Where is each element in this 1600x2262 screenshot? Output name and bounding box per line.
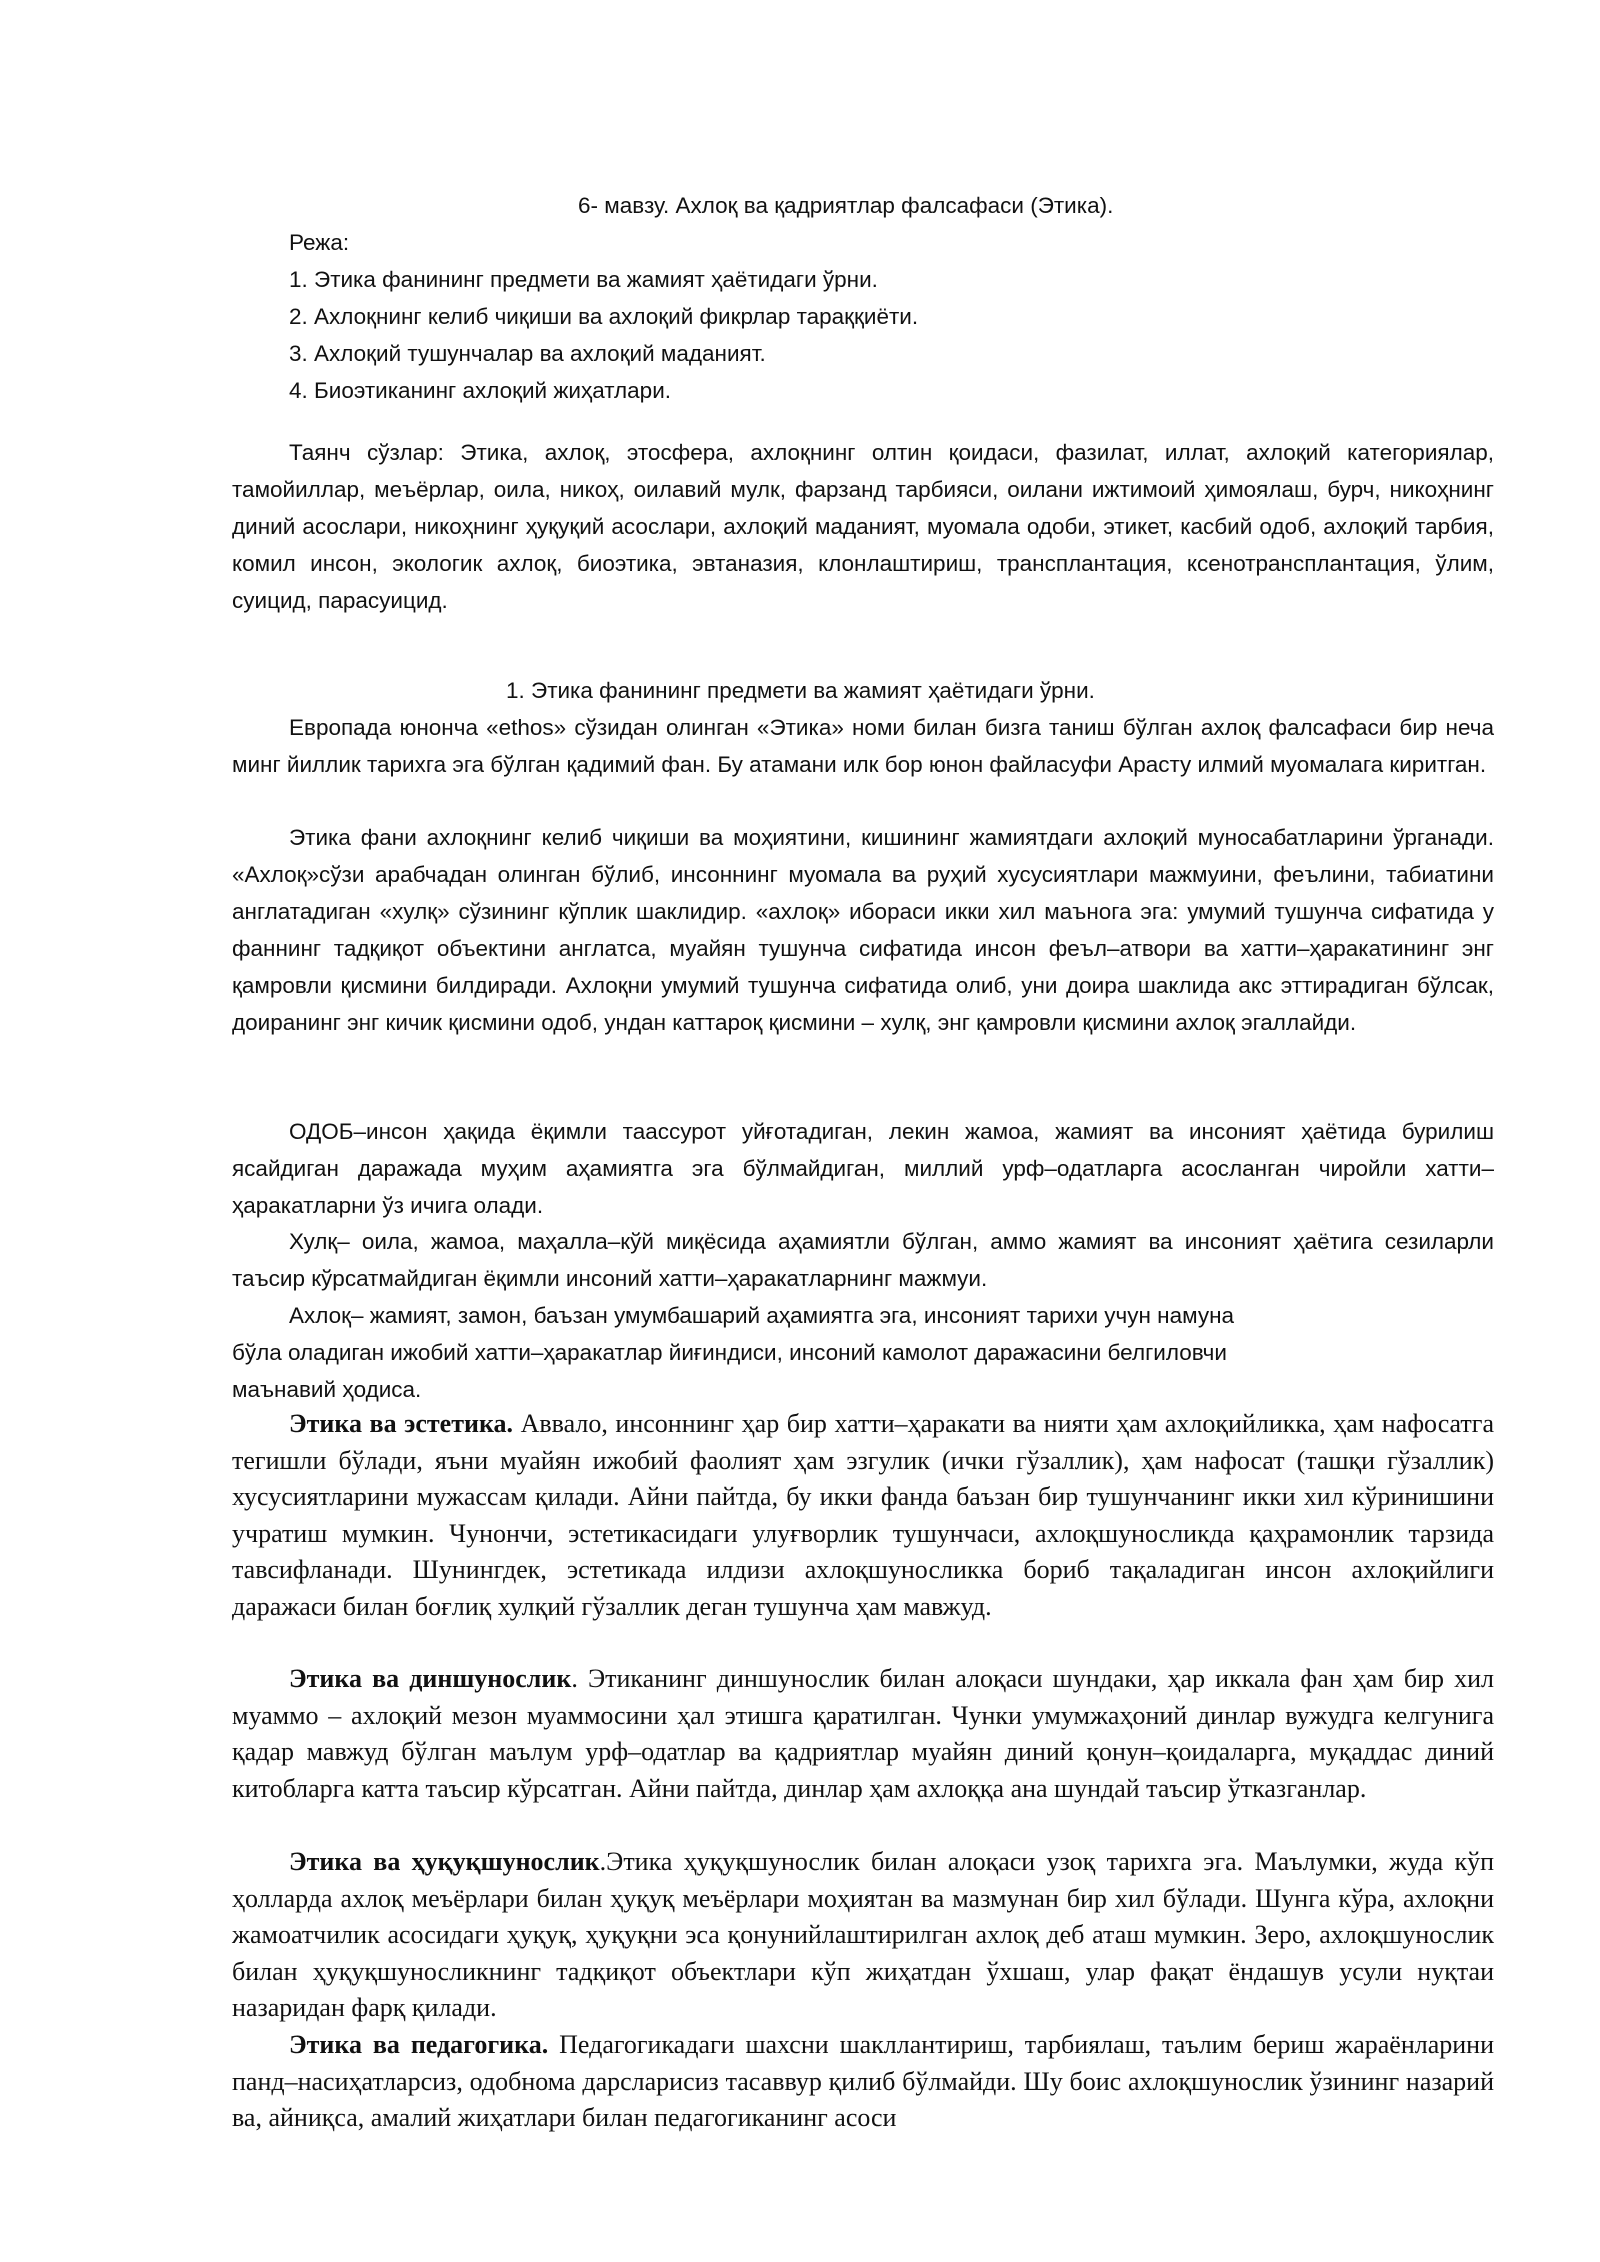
law-text: .Этика ҳуқуқшунослик билан алоқаси узоқ тарихга эга. Маълумки, жуда кўп ҳолларда ахлоқ меъёрлари билан ҳуқуқ меъёрлари моҳиятан ва мазмунан бир хил бўлади. Шунга кўра, ахлоқни жамоатчилик асосидаги ҳуқуқ, ҳуқуқни эса қонунийлаштирилган ахлоқ деб аташ мумкин. Зеро, ахлоқшунослик билан ҳуқуқшуносликнинг тадқиқот объектлари кўп жиҳатдан ўхшаш, улар фақат ёндашув усули нуқтаи назаридан фарқ қилади. — [232, 1847, 1494, 2023]
paragraph-religion — [232, 1661, 1494, 1807]
plan-label: Режа: — [289, 230, 350, 255]
plan-item: 2. Ахлоқнинг келиб чиқиши ва ахлоқий фикрлар тараққиёти. — [289, 304, 919, 329]
paragraph-europe: Европада юнонча «ethos» сўзидан олинган «Этика» номи билан бизга таниш бўлган ахлоқ фалсафаси бир неча минг йиллик тарихга эга бўлган қадимий фан. Бу атамани илк бор юнон файласуфи Арасту илмий муомалага киритган. — [232, 715, 1494, 777]
paragraph-aesthetics — [232, 1406, 1494, 1626]
paragraph-ahloq — [232, 1297, 1494, 1408]
paragraph-ahloq-line: маънавий ҳодиса. — [232, 1377, 422, 1402]
religion-heading: Этика ва диншунослик — [289, 1664, 572, 1693]
paragraph-ahloq-line: Ахлоқ– жамият, замон, баъзан умумбашарий аҳамиятга эга, инсоният тарихи учун намуна — [289, 1303, 1235, 1328]
religion-text: . Этиканинг диншунослик билан алоқаси шундаки, ҳар иккала фан ҳам бир хил муаммо – ахлоқий мезон муаммосини ҳал этишга қаратилган. Чунки умумжаҳоний динлар вужудга келгунига қадар мавжуд бўлган маълум урф–одатлар ва қадриятлар муайян диний қонун–қоидаларга, муқаддас диний китобларга катта таъсир кўрсатган. Айни пайтда, динлар ҳам ахлоққа ана шундай таъсир ўтказганлар. — [232, 1664, 1494, 1803]
plan-item: 1. Этика фанининг предмети ва жамият ҳаётидаги ўрни. — [289, 267, 878, 292]
section-heading: 1. Этика фанининг предмети ва жамият ҳаётидаги ўрни. — [506, 678, 1095, 703]
law-heading: Этика ва ҳуқуқшунослик — [289, 1847, 600, 1876]
paragraph-hulq: Хулқ– оила, жамоа, маҳалла–кўй миқёсида аҳамиятли бўлган, аммо жамият ва инсоният ҳаётига сезиларли таъсир кўрсатмайдиган ёқимли инсоний хатти–ҳаракатларнинг мажмуи. — [232, 1229, 1494, 1291]
plan-block — [289, 224, 1289, 409]
paragraph-odob: ОДОБ–инсон ҳақида ёқимли таассурот уйғотадиган, лекин жамоа, жамият ва инсоният ҳаётида бурилиш ясайдиган даражада муҳим аҳамиятга эга бўлмайдиган, миллий урф–одатларга асосланган чиройли хатти–ҳаракатларни ўз ичига олади. — [232, 1119, 1494, 1218]
plan-item: 3. Ахлоқий тушунчалар ва ахлоқий маданият. — [289, 341, 766, 366]
paragraph-ahloq-line: бўла оладиган ижобий хатти–ҳаракатлар йиғиндиси, инсоний камолот даражасини белгиловчи — [232, 1340, 1227, 1365]
paragraph-ethics-subject: Этика фани ахлоқнинг келиб чиқиши ва моҳиятини, кишининг жамиятдаги ахлоқий муносабатларини ўрганади. «Ахлоқ»сўзи арабчадан олинган бўлиб, инсоннинг муомала ва руҳий хусусиятлари мажмуини, феълини, табиатини англатадиган «хулқ» сўзининг кўплик шаклидир. «ахлоқ» ибораси икки хил маънога эга: умумий тушунча сифатида у фаннинг тадқиқот объектини англатса, муайян тушунча сифатида инсон феъл–атвори ва хатти–ҳаракатининг энг қамровли қисмини билдиради. Ахлоқни умумий тушунча сифатида олиб, уни доира шаклида акс эттирадиган бўлсак, доиранинг энг кичик қисмини одоб, ундан каттароқ қисмини – хулқ, энг қамровли қисмини ахлоқ эгаллайди. — [232, 825, 1494, 1035]
paragraph-pedagogy — [232, 2027, 1494, 2137]
pedagogy-heading: Этика ва педагогика. — [289, 2030, 549, 2059]
aesthetics-text: Аввало, инсоннинг ҳар бир хатти–ҳаракати ва нияти ҳам ахлоқийликка, ҳам нафосатга тегишли бўлади, яъни муайян ижобий фаолият ҳам эзгулик (ички гўзаллик), ҳам нафосат (ташқи гўзаллик) хусусиятларини мужассам қилади. Айни пайтда, бу икки фанда баъзан бир тушунчанинг икки хил кўринишини учратиш мумкин. Чунончи, эстетикасидаги улуғворлик тушунчаси, ахлоқшуносликда қаҳрамонлик тарзида тавсифланади. Шунингдек, эстетикада илдизи ахлоқшуносликка бориб тақаладиган инсон ахлоқийлиги даражаси билан боғлиқ хулқий гўзаллик деган тушунча ҳам мавжуд. — [232, 1409, 1494, 1621]
paragraph-law — [232, 1844, 1494, 2027]
aesthetics-heading: Этика ва эстетика. — [289, 1409, 514, 1438]
pedagogy-text: Педагогикадаги шахсни шакллантириш, тарбиялаш, таълим бериш жараёнларини панд–насиҳатларсиз, одобнома дарсларисиз тасаввур қилиб бўлмайди. Шу боис ахлоқшунослик ўзининг назарий ва, айниқса, амалий жиҳатлари билан педагогиканинг асоси — [232, 2030, 1494, 2133]
keywords-paragraph: Таянч сўзлар: Этика, ахлоқ, этосфера, ахлоқнинг олтин қоидаси, фазилат, иллат, ахлоқий категориялар, тамойиллар, меъёрлар, оила, никоҳ, оилавий мулк, фарзанд тарбияси, оилани ижтимоий ҳимоялаш, бурч, никоҳнинг диний асослари, никоҳнинг ҳуқуқий асослари, ахлоқий маданият, муомала одоби, этикет, касбий одоб, ахлоқий тарбия, комил инсон, экологик ахлоқ, биоэтика, эвтаназия, клонлаштириш, трансплантация, ксенотрансплантация, ўлим, суицид, парасуицид. — [232, 440, 1494, 613]
page-title: 6- мавзу. Ахлоқ ва қадриятлар фалсафаси (Этика). — [578, 193, 1114, 218]
plan-item: 4. Биоэтиканинг ахлоқий жиҳатлари. — [289, 378, 672, 403]
